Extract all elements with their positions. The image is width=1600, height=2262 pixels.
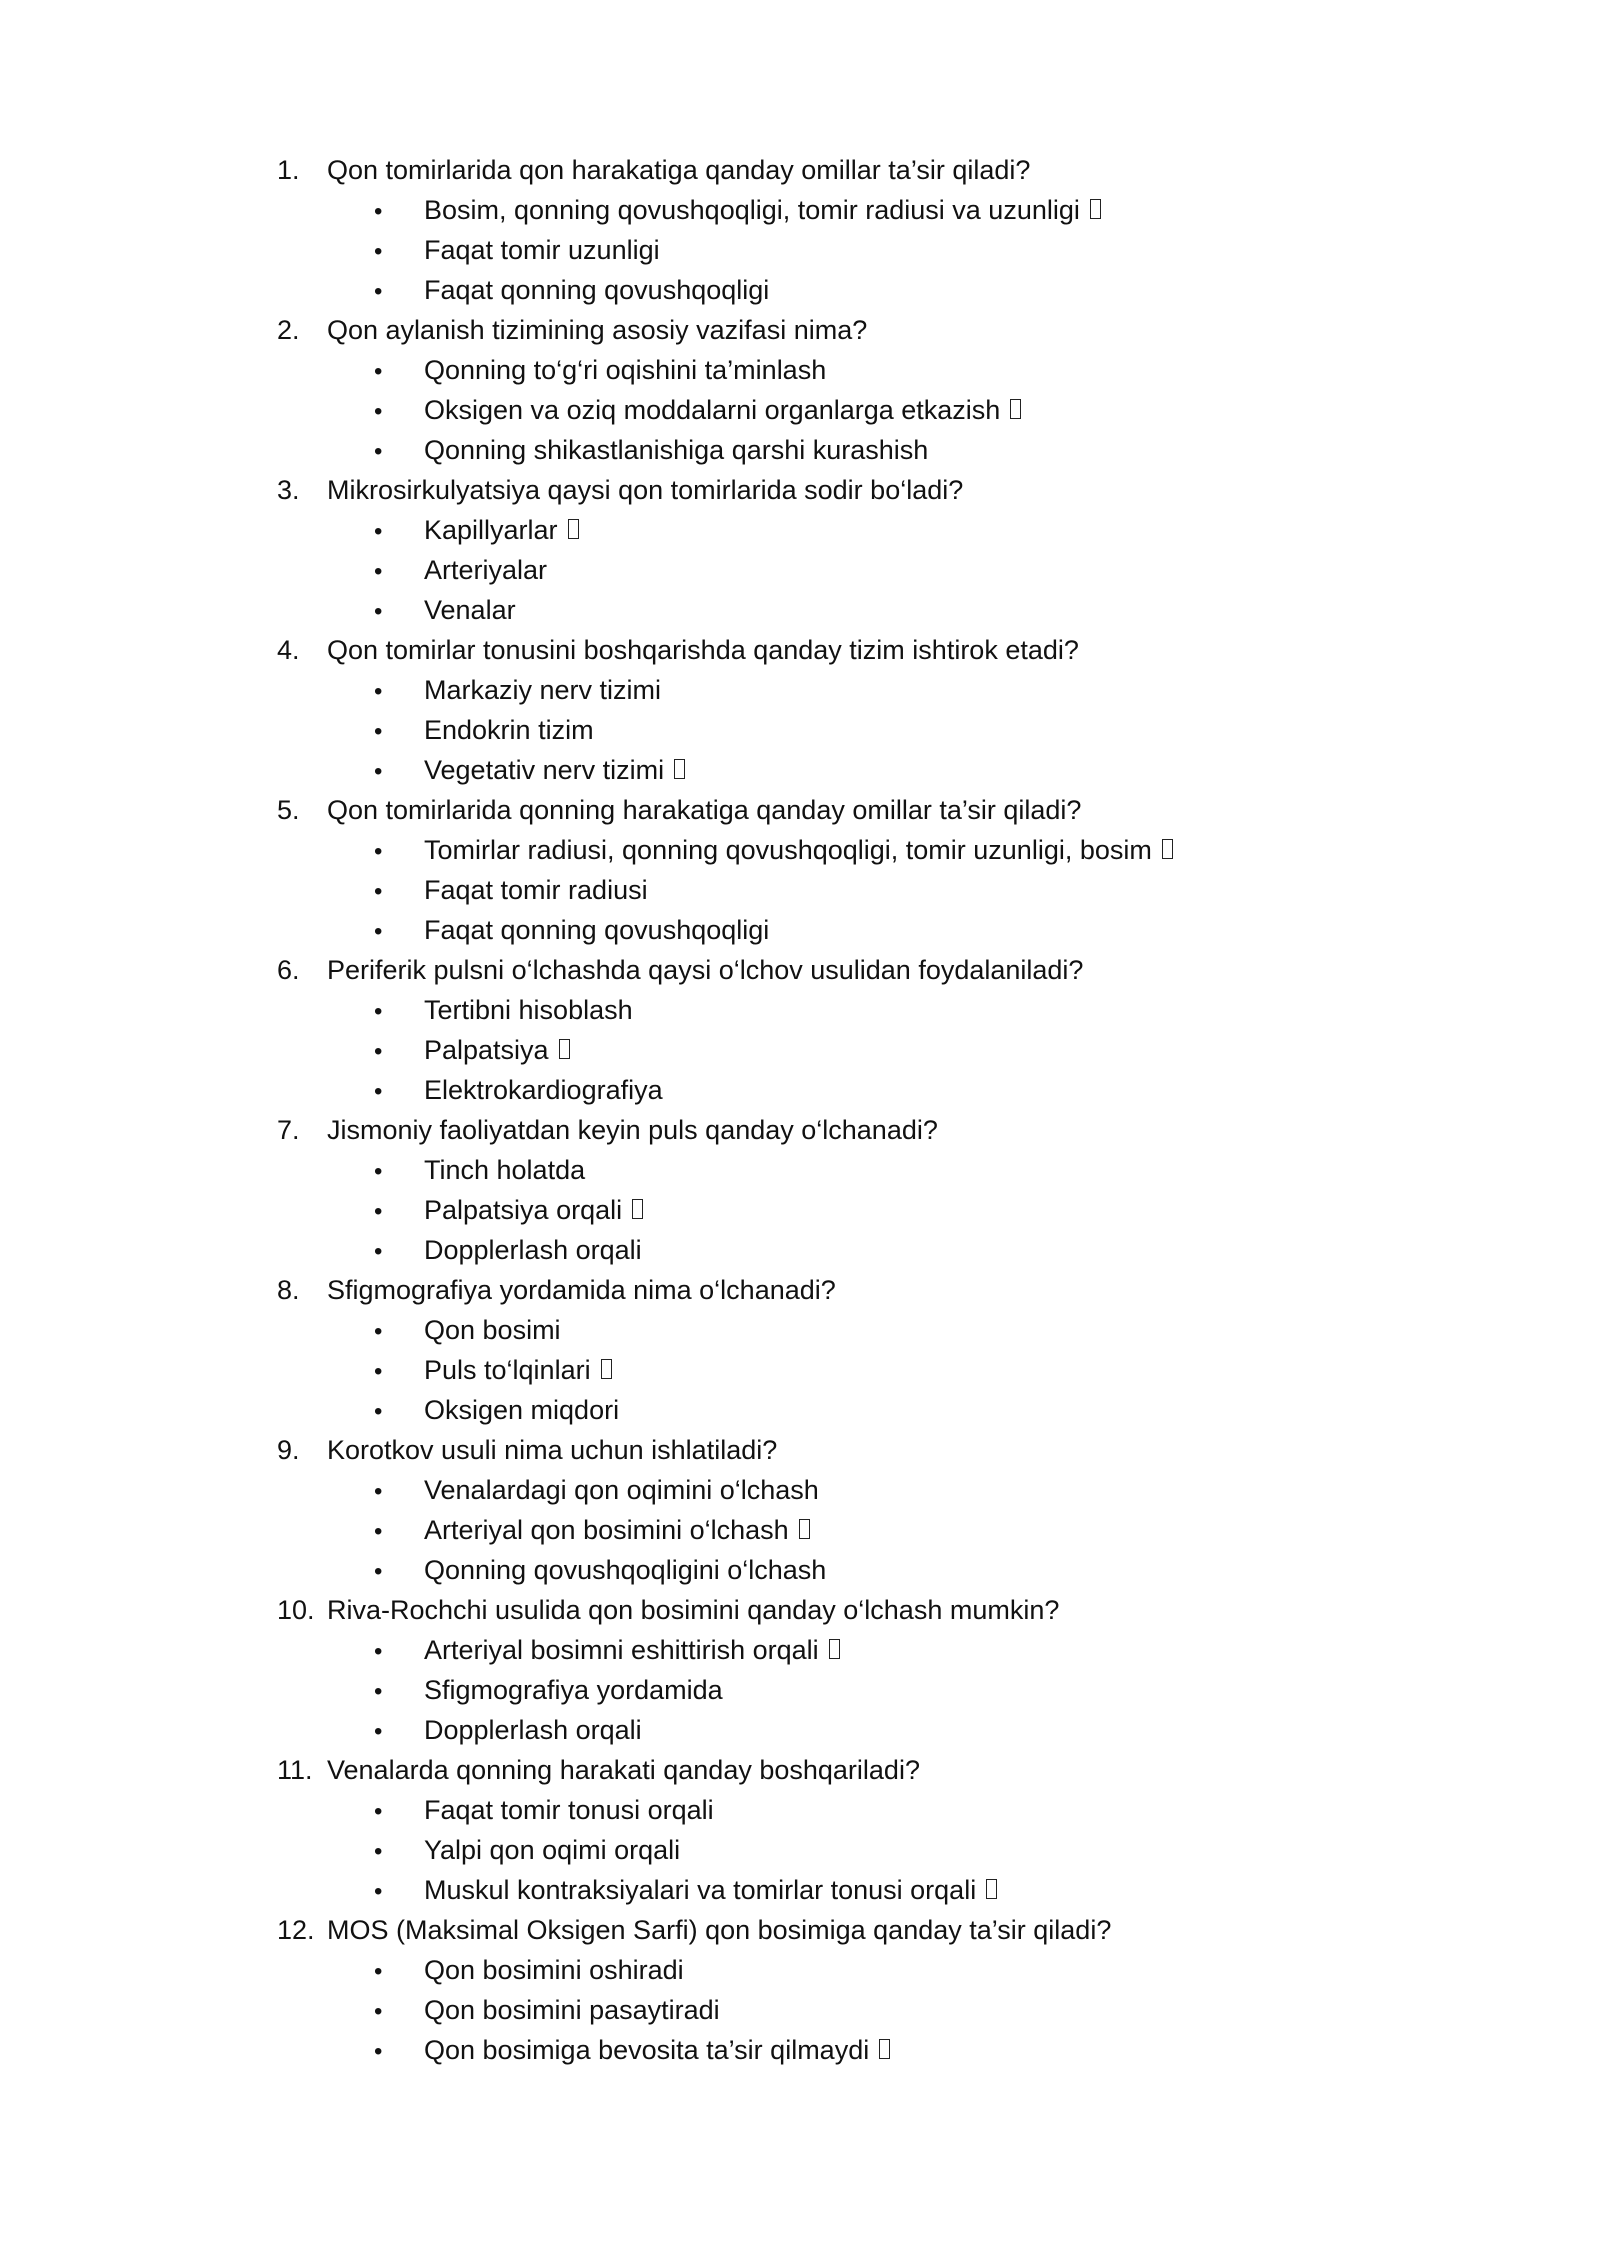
bullet-icon: •: [374, 1638, 383, 1665]
answer-option: [277, 270, 1377, 310]
question-text: Venalarda qonning harakati qanday boshqariladi?: [327, 1755, 920, 1785]
question-number: 6.: [277, 955, 300, 985]
question-line: [277, 1750, 1377, 1790]
question-number: 2.: [277, 315, 300, 345]
correct-answer-marker-icon: [632, 1199, 643, 1219]
answer-option: [277, 1990, 1377, 2030]
question-item: [277, 1110, 1377, 1270]
bullet-icon: •: [374, 1838, 383, 1865]
question-text: Riva-Rochchi usulida qon bosimini qanday o‘lchash mumkin?: [327, 1595, 1060, 1625]
answer-option: [277, 1550, 1377, 1590]
answer-text: Markaziy nerv tizimi: [424, 675, 662, 705]
answer-text: Qonning qovushqoqligini o‘lchash: [424, 1555, 827, 1585]
bullet-icon: •: [374, 1318, 383, 1345]
answer-list: [277, 1310, 1377, 1430]
answer-text: Qonning to‘g‘ri oqishini ta’minlash: [424, 355, 827, 385]
bullet-icon: •: [374, 1078, 383, 1105]
answer-option: [277, 1190, 1377, 1230]
answer-text: Faqat qonning qovushqoqligi: [424, 915, 770, 945]
bullet-icon: •: [374, 1718, 383, 1745]
bullet-icon: •: [374, 998, 383, 1025]
question-text: Qon aylanish tizimining asosiy vazifasi nima?: [327, 315, 868, 345]
answer-option: [277, 190, 1377, 230]
question-item: [277, 1590, 1377, 1750]
question-line: [277, 310, 1377, 350]
question-item: [277, 950, 1377, 1110]
correct-answer-marker-icon: [829, 1639, 840, 1659]
answer-text: Venalar: [424, 595, 516, 625]
question-item: [277, 1750, 1377, 1910]
answer-text: Tomirlar radiusi, qonning qovushqoqligi, tomir uzunligi, bosim: [424, 835, 1152, 865]
question-text: Qon tomirlar tonusini boshqarishda qanday tizim ishtirok etadi?: [327, 635, 1079, 665]
answer-list: [277, 510, 1377, 630]
answer-list: [277, 350, 1377, 470]
answer-text: Qon bosimini pasaytiradi: [424, 1995, 720, 2025]
bullet-icon: •: [374, 278, 383, 305]
bullet-icon: •: [374, 1158, 383, 1185]
answer-option: [277, 1390, 1377, 1430]
answer-option: [277, 1310, 1377, 1350]
bullet-icon: •: [374, 838, 383, 865]
answer-text: Elektrokardiografiya: [424, 1075, 663, 1105]
answer-option: [277, 1510, 1377, 1550]
answer-option: [277, 430, 1377, 470]
bullet-icon: •: [374, 358, 383, 385]
answer-text: Qon bosimi: [424, 1315, 561, 1345]
question-number: 5.: [277, 795, 300, 825]
question-line: [277, 1110, 1377, 1150]
answer-list: [277, 1630, 1377, 1750]
correct-answer-marker-icon: [986, 1879, 997, 1899]
question-number: 3.: [277, 475, 300, 505]
answer-text: Palpatsiya: [424, 1035, 549, 1065]
answer-option: [277, 670, 1377, 710]
answer-text: Bosim, qonning qovushqoqligi, tomir radiusi va uzunligi: [424, 195, 1080, 225]
answer-list: [277, 1470, 1377, 1590]
bullet-icon: •: [374, 718, 383, 745]
answer-option: [277, 1630, 1377, 1670]
answer-text: Endokrin tizim: [424, 715, 594, 745]
question-number: 4.: [277, 635, 300, 665]
answer-option: [277, 1870, 1377, 1910]
correct-answer-marker-icon: [674, 759, 685, 779]
answer-option: [277, 590, 1377, 630]
question-number: 12.: [277, 1915, 315, 1945]
question-item: [277, 1270, 1377, 1430]
answer-text: Qon bosimiga bevosita ta’sir qilmaydi: [424, 2035, 870, 2065]
question-text: MOS (Maksimal Oksigen Sarfi) qon bosimiga qanday ta’sir qiladi?: [327, 1915, 1112, 1945]
answer-text: Tinch holatda: [424, 1155, 586, 1185]
question-item: [277, 1910, 1377, 2070]
answer-list: [277, 670, 1377, 790]
correct-answer-marker-icon: [601, 1359, 612, 1379]
question-number: 1.: [277, 155, 300, 185]
bullet-icon: •: [374, 238, 383, 265]
answer-option: [277, 1830, 1377, 1870]
answer-option: [277, 1350, 1377, 1390]
bullet-icon: •: [374, 1478, 383, 1505]
question-item: [277, 150, 1377, 310]
question-item: [277, 470, 1377, 630]
question-list: [277, 150, 1377, 2070]
answer-option: [277, 2030, 1377, 2070]
answer-text: Oksigen va oziq moddalarni organlarga etkazish: [424, 395, 1001, 425]
question-number: 10.: [277, 1595, 315, 1625]
correct-answer-marker-icon: [1162, 839, 1173, 859]
answer-option: [277, 750, 1377, 790]
answer-text: Vegetativ nerv tizimi: [424, 755, 665, 785]
question-line: [277, 470, 1377, 510]
bullet-icon: •: [374, 1358, 383, 1385]
bullet-icon: •: [374, 1238, 383, 1265]
answer-option: [277, 1790, 1377, 1830]
bullet-icon: •: [374, 598, 383, 625]
bullet-icon: •: [374, 1038, 383, 1065]
answer-text: Oksigen miqdori: [424, 1395, 620, 1425]
bullet-icon: •: [374, 1958, 383, 1985]
bullet-icon: •: [374, 1798, 383, 1825]
answer-option: [277, 1230, 1377, 1270]
answer-list: [277, 1150, 1377, 1270]
answer-option: [277, 510, 1377, 550]
answer-text: Faqat tomir uzunligi: [424, 235, 660, 265]
answer-option: [277, 1710, 1377, 1750]
question-number: 8.: [277, 1275, 300, 1305]
bullet-icon: •: [374, 2038, 383, 2065]
answer-text: Faqat qonning qovushqoqligi: [424, 275, 770, 305]
answer-option: [277, 550, 1377, 590]
answer-text: Puls to‘lqinlari: [424, 1355, 591, 1385]
bullet-icon: •: [374, 438, 383, 465]
answer-text: Arteriyalar: [424, 555, 548, 585]
question-item: [277, 310, 1377, 470]
bullet-icon: •: [374, 398, 383, 425]
bullet-icon: •: [374, 558, 383, 585]
question-text: Periferik pulsni o‘lchashda qaysi o‘lchov usulidan foydalaniladi?: [327, 955, 1084, 985]
question-line: [277, 1430, 1377, 1470]
answer-list: [277, 990, 1377, 1110]
question-text: Jismoniy faoliyatdan keyin puls qanday o‘lchanadi?: [327, 1115, 938, 1145]
answer-option: [277, 390, 1377, 430]
answer-text: Faqat tomir radiusi: [424, 875, 648, 905]
answer-text: Kapillyarlar: [424, 515, 558, 545]
answer-option: [277, 1470, 1377, 1510]
correct-answer-marker-icon: [879, 2039, 890, 2059]
question-line: [277, 950, 1377, 990]
answer-option: [277, 710, 1377, 750]
answer-option: [277, 1070, 1377, 1110]
answer-text: Yalpi qon oqimi orqali: [424, 1835, 681, 1865]
correct-answer-marker-icon: [1010, 399, 1021, 419]
correct-answer-marker-icon: [559, 1039, 570, 1059]
answer-option: [277, 830, 1377, 870]
answer-text: Venalardagi qon oqimini o‘lchash: [424, 1475, 819, 1505]
question-number: 7.: [277, 1115, 300, 1145]
question-line: [277, 790, 1377, 830]
answer-option: [277, 1670, 1377, 1710]
question-item: [277, 1430, 1377, 1590]
answer-text: Sfigmografiya yordamida: [424, 1675, 723, 1705]
bullet-icon: •: [374, 1878, 383, 1905]
answer-option: [277, 990, 1377, 1030]
question-line: [277, 1910, 1377, 1950]
answer-text: Qonning shikastlanishiga qarshi kurashish: [424, 435, 929, 465]
bullet-icon: •: [374, 1678, 383, 1705]
answer-list: [277, 830, 1377, 950]
answer-text: Tertibni hisoblash: [424, 995, 633, 1025]
answer-option: [277, 1030, 1377, 1070]
bullet-icon: •: [374, 1198, 383, 1225]
bullet-icon: •: [374, 758, 383, 785]
question-line: [277, 1270, 1377, 1310]
bullet-icon: •: [374, 918, 383, 945]
bullet-icon: •: [374, 1558, 383, 1585]
answer-option: [277, 1950, 1377, 1990]
answer-text: Dopplerlash orqali: [424, 1715, 642, 1745]
question-line: [277, 1590, 1377, 1630]
answer-option: [277, 350, 1377, 390]
bullet-icon: •: [374, 518, 383, 545]
question-text: Korotkov usuli nima uchun ishlatiladi?: [327, 1435, 778, 1465]
answer-text: Arteriyal bosimni eshittirish orqali: [424, 1635, 819, 1665]
answer-option: [277, 870, 1377, 910]
bullet-icon: •: [374, 198, 383, 225]
answer-text: Qon bosimini oshiradi: [424, 1955, 684, 1985]
bullet-icon: •: [374, 678, 383, 705]
answer-option: [277, 910, 1377, 950]
question-number: 11.: [277, 1755, 313, 1785]
correct-answer-marker-icon: [1090, 199, 1101, 219]
correct-answer-marker-icon: [799, 1519, 810, 1539]
answer-text: Muskul kontraksiyalari va tomirlar tonusi orqali: [424, 1875, 977, 1905]
question-text: Sfigmografiya yordamida nima o‘lchanadi?: [327, 1275, 836, 1305]
answer-option: [277, 1150, 1377, 1190]
question-line: [277, 630, 1377, 670]
answer-text: Arteriyal qon bosimini o‘lchash: [424, 1515, 789, 1545]
question-text: Qon tomirlarida qonning harakatiga qanday omillar ta’sir qiladi?: [327, 795, 1082, 825]
question-text: Qon tomirlarida qon harakatiga qanday omillar ta’sir qiladi?: [327, 155, 1031, 185]
question-number: 9.: [277, 1435, 300, 1465]
bullet-icon: •: [374, 1398, 383, 1425]
bullet-icon: •: [374, 1998, 383, 2025]
answer-text: Faqat tomir tonusi orqali: [424, 1795, 714, 1825]
question-item: [277, 630, 1377, 790]
answer-list: [277, 1950, 1377, 2070]
question-line: [277, 150, 1377, 190]
answer-list: [277, 190, 1377, 310]
bullet-icon: •: [374, 878, 383, 905]
answer-list: [277, 1790, 1377, 1910]
correct-answer-marker-icon: [568, 519, 579, 539]
answer-option: [277, 230, 1377, 270]
question-text: Mikrosirkulyatsiya qaysi qon tomirlarida sodir bo‘ladi?: [327, 475, 964, 505]
answer-text: Dopplerlash orqali: [424, 1235, 642, 1265]
answer-text: Palpatsiya orqali: [424, 1195, 623, 1225]
question-item: [277, 790, 1377, 950]
bullet-icon: •: [374, 1518, 383, 1545]
